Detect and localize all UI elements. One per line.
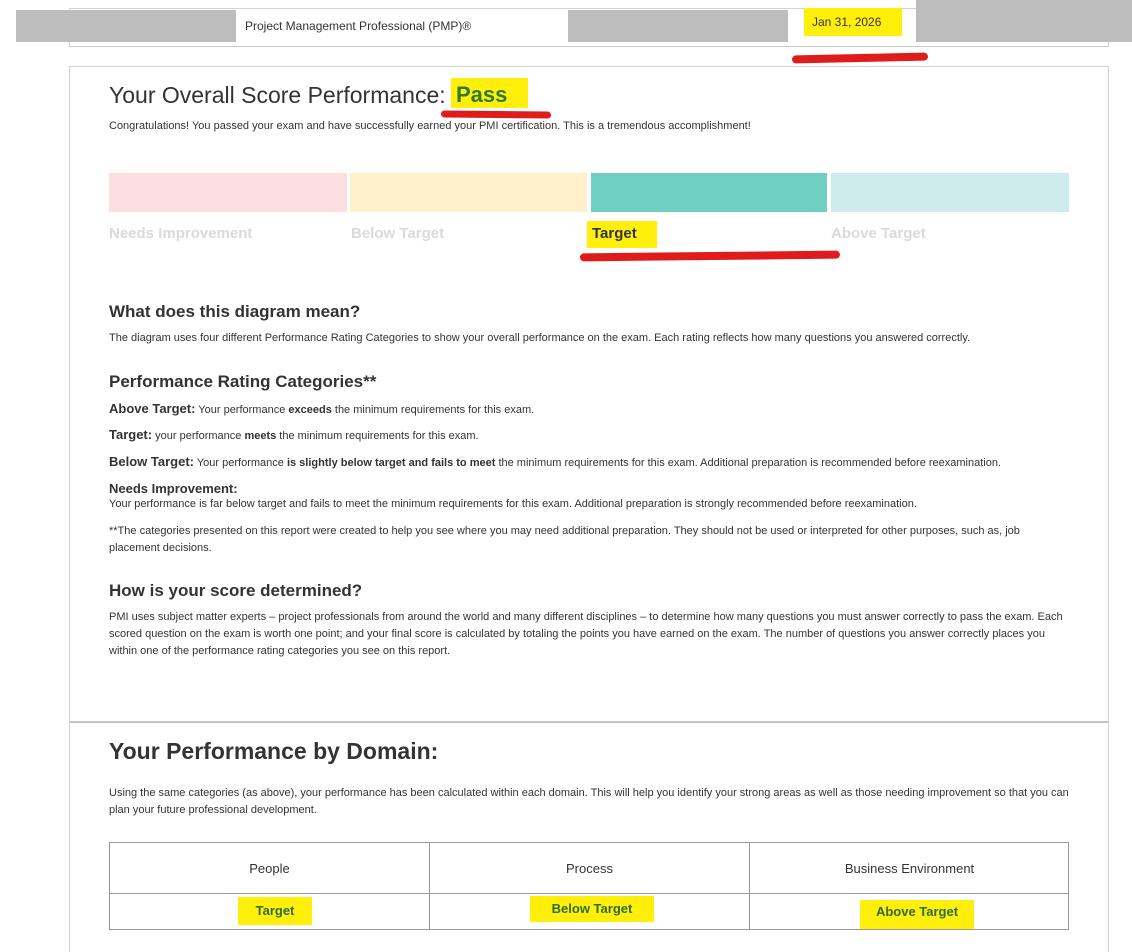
- scale-label-below-target: Below Target: [351, 225, 445, 242]
- overall-result: Pass: [456, 82, 508, 107]
- scale-bar-below-target: [350, 173, 587, 212]
- red-underline-mark: [441, 110, 551, 118]
- score-determined-text: PMI uses subject matter experts – project professionals from around the world and many different disciplines – to determine how many questions you must answer correctly to pass the exam. Each scored question on the exam is worth one point; and your final score is calculated by totaling the points you have earned on the exam. The number of questions you answer correctly places you within one of the performance rating categories you see on this report.: [109, 611, 1063, 657]
- category-emphasis: is slightly below target and fails to meet: [286, 457, 496, 469]
- red-underline-mark: [792, 53, 928, 64]
- diagram-meaning-text: The diagram uses four different Performance Rating Categories to show your overall performance on the exam. Each rating reflects how many questions you answered correctly.: [109, 332, 971, 344]
- domain-table: [109, 842, 1069, 930]
- category-term: Needs Improvement:: [109, 481, 238, 496]
- redacted-block: [16, 10, 236, 42]
- redacted-block: [568, 10, 788, 42]
- domain-rating-business-environment: Above Target: [860, 900, 974, 929]
- domain-title: Your Performance by Domain:: [109, 738, 439, 764]
- domain-cell-business-environment: [750, 894, 1069, 930]
- category-target: [109, 427, 479, 442]
- domain-rating-process: Below Target: [530, 896, 654, 922]
- scale-bar-target: [591, 173, 827, 212]
- categories-footnote: **The categories presented on this report were created to help you see where you may need additional preparation. They should not be used or interpreted for other purposes, such as, job placement decisions.: [109, 525, 1020, 554]
- overall-score-title: Your Overall Score Performance:: [109, 82, 446, 108]
- scale-bar-needs-improvement: [109, 173, 347, 212]
- category-text: Your performance: [195, 404, 289, 416]
- category-term: Above Target:: [109, 401, 196, 416]
- exam-date: Jan 31, 2026: [804, 8, 902, 36]
- category-text: the minimum requirements for this exam.: [331, 404, 535, 416]
- scale-label-above-target: Above Target: [831, 225, 926, 242]
- domain-cell-people: [110, 894, 430, 930]
- score-determined-heading: How is your score determined?: [109, 581, 363, 600]
- scale-bar-above-target: [831, 173, 1069, 212]
- domain-header-process: Process: [430, 843, 750, 894]
- domain-header-people: People: [110, 843, 430, 894]
- exam-name: Project Management Professional (PMP)®: [245, 19, 472, 33]
- domain-cell-process: [430, 894, 750, 930]
- category-emphasis: meets: [244, 430, 277, 442]
- domain-rating-people: Target: [238, 897, 312, 925]
- category-text: Your performance: [194, 457, 287, 469]
- category-above-target: [109, 401, 534, 416]
- category-below-target: [109, 454, 1001, 469]
- redacted-block: [916, 0, 1132, 42]
- diagram-meaning-heading: What does this diagram mean?: [109, 302, 361, 321]
- category-needs-improvement: [109, 481, 238, 496]
- category-term: Below Target:: [109, 454, 194, 469]
- domain-description: Using the same categories (as above), your performance has been calculated within each domain. This will help you identify your strong areas as well as those needing improvement so that you can plan your future professional development.: [109, 787, 1069, 816]
- category-text: the minimum requirements for this exam. Additional preparation is recommended before reexamination.: [495, 457, 1002, 469]
- category-emphasis: exceeds: [288, 404, 332, 416]
- category-needs-improvement-text: Your performance is far below target and fails to meet the minimum requirements for this exam. Additional preparation is strongly recommended before reexamination.: [109, 498, 917, 510]
- scale-label-needs-improvement: Needs Improvement: [109, 225, 253, 242]
- category-text: your performance: [152, 430, 245, 442]
- congrats-message: Congratulations! You passed your exam and have successfully earned your PMI certification. This is a tremendous accomplishment!: [109, 120, 751, 132]
- category-text: the minimum requirements for this exam.: [276, 430, 479, 442]
- category-term: Target:: [109, 427, 153, 442]
- categories-heading: Performance Rating Categories**: [109, 372, 377, 391]
- scale-label-target: Target: [592, 225, 637, 242]
- domain-header-business-environment: Business Environment: [750, 843, 1069, 894]
